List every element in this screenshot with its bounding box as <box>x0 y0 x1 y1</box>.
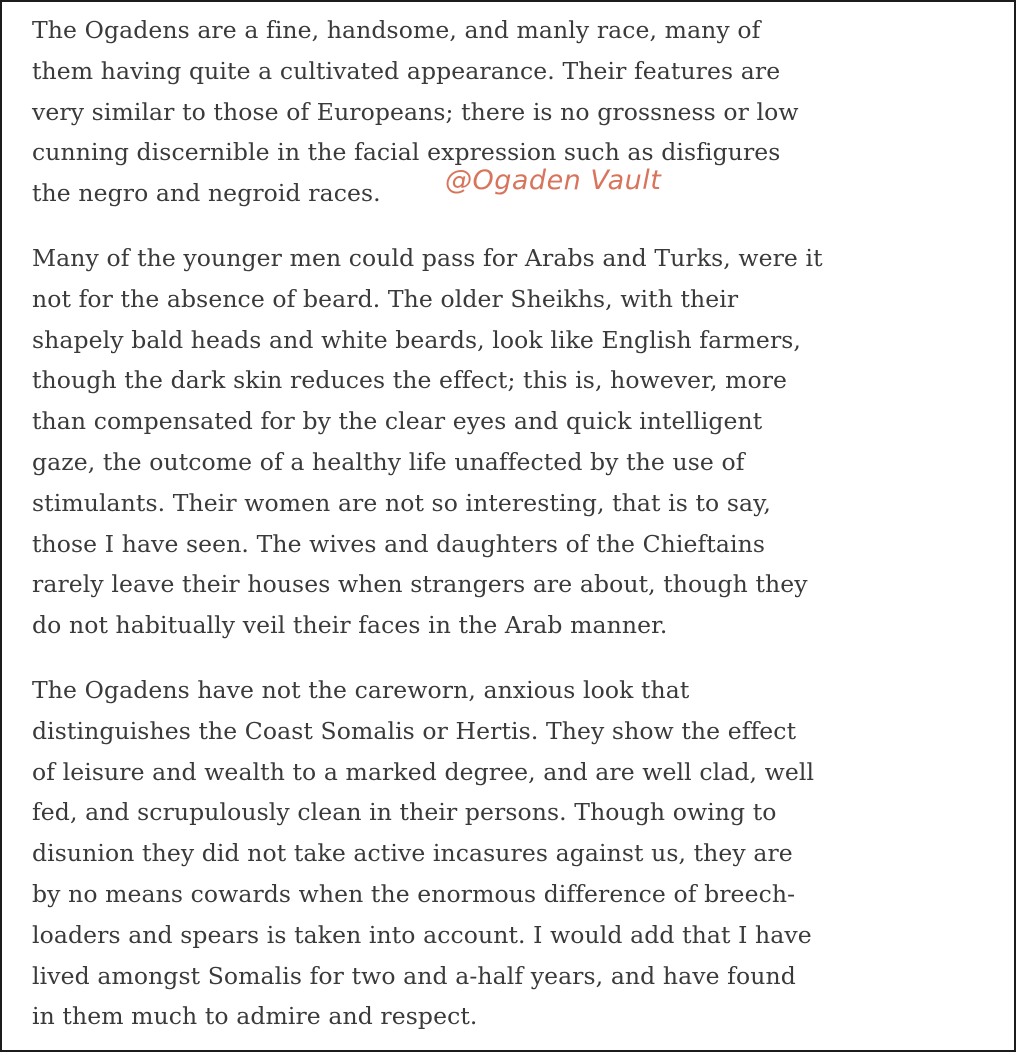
text-line: of leisure and wealth to a marked degree, and are well clad, well <box>32 757 815 786</box>
text-line: though the dark skin reduces the effect; this is, however, more <box>32 366 788 395</box>
text-line: those I have seen. The wives and daughters of the Chieftains <box>32 529 766 558</box>
text-line: than compensated for by the clear eyes and quick intelligent <box>32 407 763 436</box>
text-line: in them much to admire and respect. <box>32 1002 478 1031</box>
text-line: The Ogadens have not the careworn, anxious look that <box>32 675 690 704</box>
text-line: distinguishes the Coast Somalis or Hertis. They show the effect <box>32 716 797 745</box>
text-line: by no means cowards when the enormous difference of breech- <box>32 879 796 908</box>
text-line: them having quite a cultivated appearance. Their features are <box>32 56 781 85</box>
text-line: stimulants. Their women are not so interesting, that is to say, <box>32 488 771 517</box>
text-line: loaders and spears is taken into account. I would add that I have <box>32 920 812 949</box>
text-line: not for the absence of beard. The older Sheikhs, with their <box>32 284 739 313</box>
text-line: fed, and scrupulously clean in their persons. Though owing to <box>32 798 777 827</box>
text-line: gaze, the outcome of a healthy life unaffected by the use of <box>32 447 745 476</box>
text-line: rarely leave their houses when strangers are about, though they <box>32 570 808 599</box>
text-line: cunning discernible in the facial expression such as disfigures <box>32 138 781 167</box>
paragraph-3 <box>32 670 1007 1037</box>
text-line: disunion they did not take active incasures against us, they are <box>32 839 793 868</box>
watermark-text: @Ogaden Vault <box>445 165 662 196</box>
text-line: The Ogadens are a fine, handsome, and manly race, many of <box>32 16 761 44</box>
text-line: lived amongst Somalis for two and a-half years, and have found <box>32 961 796 990</box>
text-line: shapely bald heads and white beards, look like English farmers, <box>32 325 802 354</box>
text-line: very similar to those of Europeans; there is no grossness or low <box>32 97 799 126</box>
paragraph-2 <box>32 238 1007 646</box>
text-line: the negro and negroid races. <box>32 179 381 208</box>
text-line: do not habitually veil their faces in the Arab manner. <box>32 611 668 640</box>
text-line: Many of the younger men could pass for Arabs and Turks, were it <box>32 243 823 272</box>
